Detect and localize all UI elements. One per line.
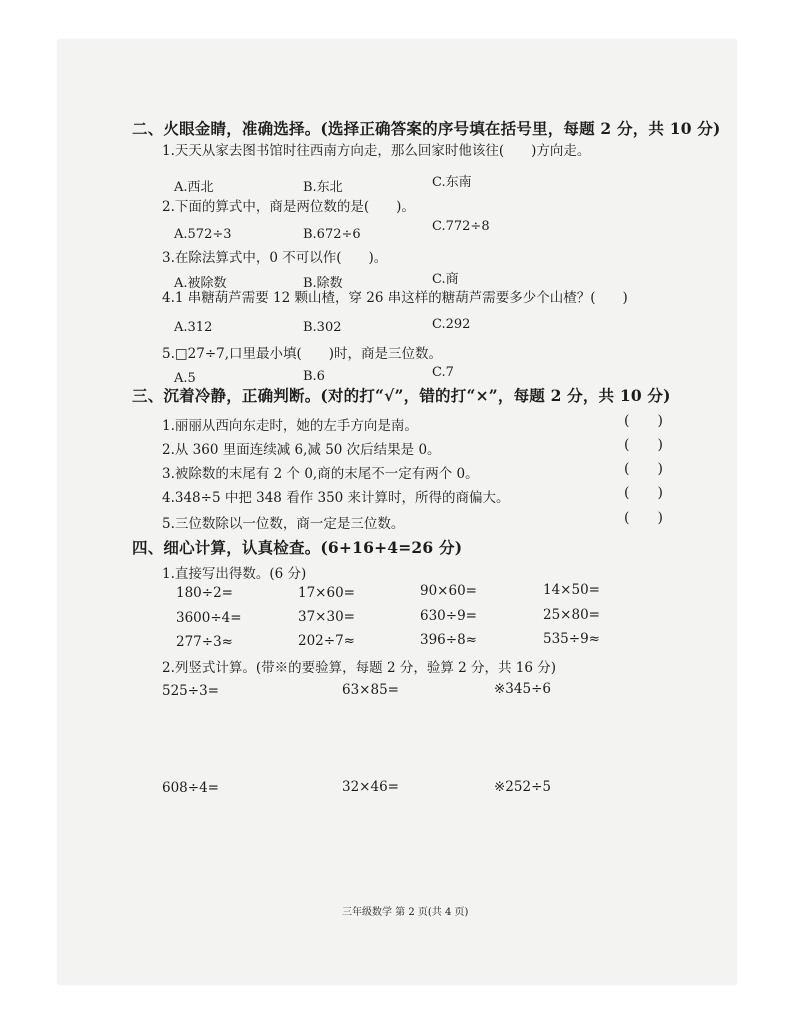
option-2-3-b: B.除数 bbox=[303, 276, 343, 291]
option-2-5-b: B.6 bbox=[303, 369, 325, 384]
option-2-3-c: C.商 bbox=[432, 272, 459, 287]
option-2-1-a: A.西北 bbox=[174, 180, 214, 195]
judge-item-3: 3.被除数的末尾有 2 个 0,商的末尾不一定有两个 0。 bbox=[162, 466, 479, 482]
oral-calc-item: 37×30= bbox=[298, 609, 355, 625]
oral-calc-item: 277÷3≈ bbox=[176, 634, 233, 650]
judge-item-4: 4.348÷5 中把 348 看作 350 来计算时，所得的商偏大。 bbox=[162, 490, 510, 506]
oral-calc-item: 90×60= bbox=[420, 583, 477, 599]
judge-answer-2[interactable]: ( ) bbox=[624, 437, 663, 453]
vertical-calc-item: 32×46= bbox=[342, 779, 399, 795]
option-2-2-c: C.772÷8 bbox=[432, 219, 490, 234]
option-2-5-a: A.5 bbox=[174, 371, 196, 386]
oral-calc-item: 180÷2= bbox=[176, 585, 233, 601]
oral-calc-item: 17×60= bbox=[298, 585, 355, 601]
section-2-title: 二、火眼金睛，准确选择。(选择正确答案的序号填在括号里，每题 2 分，共 10 分) bbox=[132, 119, 721, 138]
oral-calc-item: 3600÷4= bbox=[176, 610, 242, 626]
vertical-calc-heading: 2.列竖式计算。(带※的要验算，每题 2 分，验算 2 分，共 16 分) bbox=[162, 660, 557, 676]
option-2-3-a: A.被除数 bbox=[174, 276, 227, 291]
question-2-2: 2.下面的算式中，商是两位数的是( )。 bbox=[162, 199, 415, 215]
oral-calc-item: 630÷9= bbox=[420, 608, 477, 624]
option-2-1-c: C.东南 bbox=[432, 175, 472, 190]
oral-calc-item: 535÷9≈ bbox=[543, 631, 600, 647]
judge-item-2: 2.从 360 里面连续减 6,减 50 次后结果是 0。 bbox=[162, 442, 441, 458]
option-2-5-c: C.7 bbox=[432, 365, 454, 380]
question-2-1: 1.天天从家去图书馆时往西南方向走，那么回家时他该往( )方向走。 bbox=[162, 143, 591, 159]
option-2-2-b: B.672÷6 bbox=[303, 227, 361, 242]
question-2-4: 4.1 串糖葫芦需要 12 颗山楂，穿 26 串这样的糖葫芦需要多少个山楂？( ) bbox=[162, 290, 628, 306]
judge-answer-4[interactable]: ( ) bbox=[624, 485, 663, 501]
vertical-calc-item: 608÷4= bbox=[162, 780, 219, 796]
judge-item-1: 1.丽丽从西向东走时，她的左手方向是南。 bbox=[162, 418, 418, 434]
option-2-4-a: A.312 bbox=[174, 320, 213, 335]
option-2-4-c: C.292 bbox=[432, 317, 471, 332]
vertical-calc-item: 63×85= bbox=[342, 682, 399, 698]
oral-calc-item: 25×80= bbox=[543, 607, 600, 623]
oral-calc-item: 202÷7≈ bbox=[298, 633, 355, 649]
question-2-3: 3.在除法算式中，0 不可以作( )。 bbox=[162, 250, 388, 266]
vertical-calc-item: ※252÷5 bbox=[494, 779, 551, 795]
option-2-2-a: A.572÷3 bbox=[174, 227, 232, 242]
judge-item-5: 5.三位数除以一位数，商一定是三位数。 bbox=[162, 516, 405, 532]
option-2-1-b: B.东北 bbox=[303, 180, 343, 195]
oral-calc-item: 396÷8≈ bbox=[420, 632, 477, 648]
page-footer: 三年级数学 第 2 页(共 4 页) bbox=[342, 907, 469, 918]
section-3-title: 三、沉着冷静，正确判断。(对的打“√”，错的打“×”，每题 2 分，共 10 分) bbox=[132, 386, 671, 405]
judge-answer-5[interactable]: ( ) bbox=[624, 510, 663, 526]
option-2-4-b: B.302 bbox=[303, 320, 342, 335]
question-2-5: 5.□27÷7,口里最小填( )时，商是三位数。 bbox=[162, 346, 443, 362]
oral-calc-heading: 1.直接写出得数。(6 分) bbox=[162, 566, 307, 582]
vertical-calc-item: 525÷3= bbox=[162, 683, 219, 699]
oral-calc-item: 14×50= bbox=[543, 582, 600, 598]
section-4-title: 四、细心计算，认真检查。(6+16+4=26 分) bbox=[132, 538, 463, 557]
judge-answer-1[interactable]: ( ) bbox=[624, 413, 663, 429]
vertical-calc-item: ※345÷6 bbox=[494, 681, 551, 697]
judge-answer-3[interactable]: ( ) bbox=[624, 461, 663, 477]
